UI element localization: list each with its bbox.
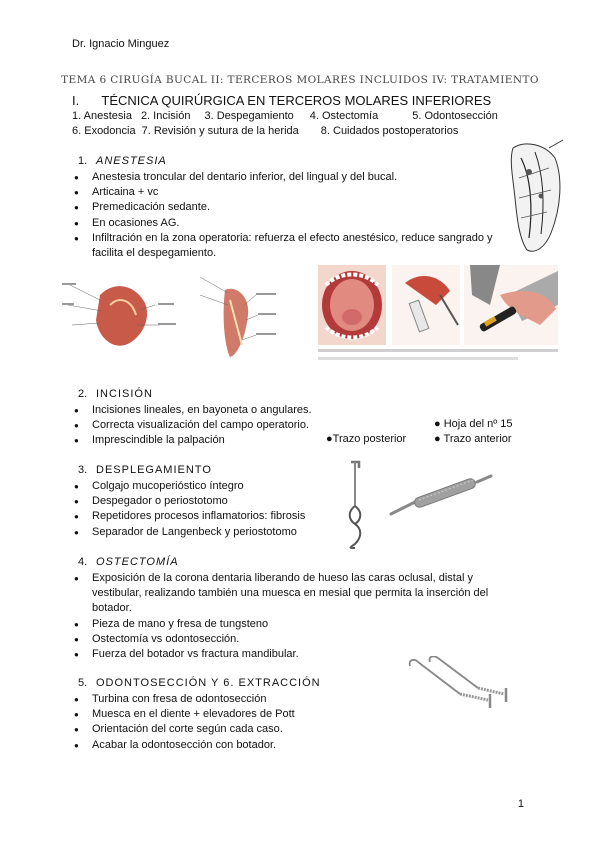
list-item: ● Incisiones lineales, en bayoneta o angulares. [72, 403, 412, 418]
despegamiento-list [72, 479, 352, 540]
list-item: ● Acabar la odontosección con botador. [72, 738, 392, 753]
list-item: ● Separador de Langenbeck y periostotomo [72, 525, 352, 540]
list-item: ● Premedicación sedante. [72, 200, 512, 215]
anatomy-image-strip [60, 265, 560, 373]
list-item: ● Articaina + vc [72, 185, 512, 200]
ostectomia-list [72, 571, 492, 662]
step-item: 3. Despegamiento [204, 110, 294, 122]
section-heading-odontoseccion: 5. ODONTOSECCIÓN Y 6. EXTRACCIÓN [78, 677, 321, 689]
section-heading-despegamiento: 3. DESPLEGAMIENTO [78, 464, 212, 476]
note-trazo-posterior: ●Trazo posterior [326, 433, 407, 445]
step-item: 1. Anestesia [72, 110, 132, 122]
list-item: ● Colgajo mucoperióstico íntegro [72, 479, 352, 494]
langenbeck-retractor-image [345, 458, 369, 550]
note-hoja: ● Hoja del nº 15 [434, 418, 513, 430]
step-item: 7. Revisión y sutura de la herida [141, 125, 299, 137]
step-item: 4. Ostectomía [309, 110, 379, 122]
list-item: ● Muesca en el diente + elevadores de Pott [72, 707, 392, 722]
mandible-nerve-image-1 [62, 283, 176, 346]
section-heading-incision: 2. INCISIÓN [78, 388, 153, 400]
odontoseccion-list [72, 692, 392, 753]
page-number: 1 [517, 798, 524, 810]
pott-elevators-image [404, 656, 514, 712]
document-title: TEMA 6 CIRUGÍA BUCAL II: TERCEROS MOLARES INCLUIDOS IV: TRATAMIENTO [61, 74, 539, 86]
section-heading-anestesia: 1. ANESTESIA [78, 155, 167, 167]
list-item: ● Exposición de la corona dentaria liberando de hueso las caras oclusal, distal y vestibular, realizando también una muesca en mesial que permita la inserción del botador. [72, 571, 492, 617]
steps-row-1 [72, 110, 510, 122]
step-item: 6. Exodoncia [72, 125, 136, 137]
step-item: 5. Odontosección [412, 110, 498, 122]
note-trazo-anterior: ● Trazo anterior [434, 433, 512, 445]
section-roman-numeral: I. [72, 93, 80, 108]
syringe-image [464, 265, 558, 345]
mandible-nerve-image-2 [200, 277, 276, 357]
list-item: ● Imprescindible la palpación [72, 433, 412, 448]
section-heading-text: TÉCNICA QUIRÚRGICA EN TERCEROS MOLARES INFERIORES [101, 93, 492, 108]
list-item: ● Ostectomía vs odontosección. [72, 632, 492, 647]
list-item: ● Correcta visualización del campo operatorio. [72, 418, 412, 433]
injection-image [392, 265, 460, 345]
list-item: ● Anestesia troncular del dentario inferior, del lingual y del bucal. [72, 170, 512, 185]
list-item: ● Despegador o periostotomo [72, 494, 352, 509]
list-item: ● Infiltración en la zona operatoria: refuerza el efecto anestésico, reduce sangrado y facilita el despegamiento. [72, 231, 512, 261]
list-item: ● Turbina con fresa de odontosección [72, 692, 392, 707]
nerve-anatomy-illustration [505, 138, 567, 258]
list-item: ● Repetidores procesos inflamatorios: fibrosis [72, 509, 352, 524]
step-item: 2. Incisión [140, 110, 191, 122]
author-name: Dr. Ignacio Minguez [72, 38, 170, 50]
list-item: ● Pieza de mano y fresa de tungsteno [72, 617, 492, 632]
list-item: ● Fuerza del botador vs fractura mandibular. [72, 647, 492, 662]
section-heading-ostectomia: 4. OSTECTOMÍA [78, 556, 179, 568]
steps-row-2 [72, 125, 470, 137]
anestesia-list [72, 170, 512, 261]
list-item: ● Orientación del corte según cada caso. [72, 722, 392, 737]
list-item: ● En ocasiones AG. [72, 216, 512, 231]
periostotome-image [385, 470, 495, 520]
step-item: 8. Cuidados postoperatorios [320, 125, 459, 137]
section-heading-I [72, 93, 491, 108]
